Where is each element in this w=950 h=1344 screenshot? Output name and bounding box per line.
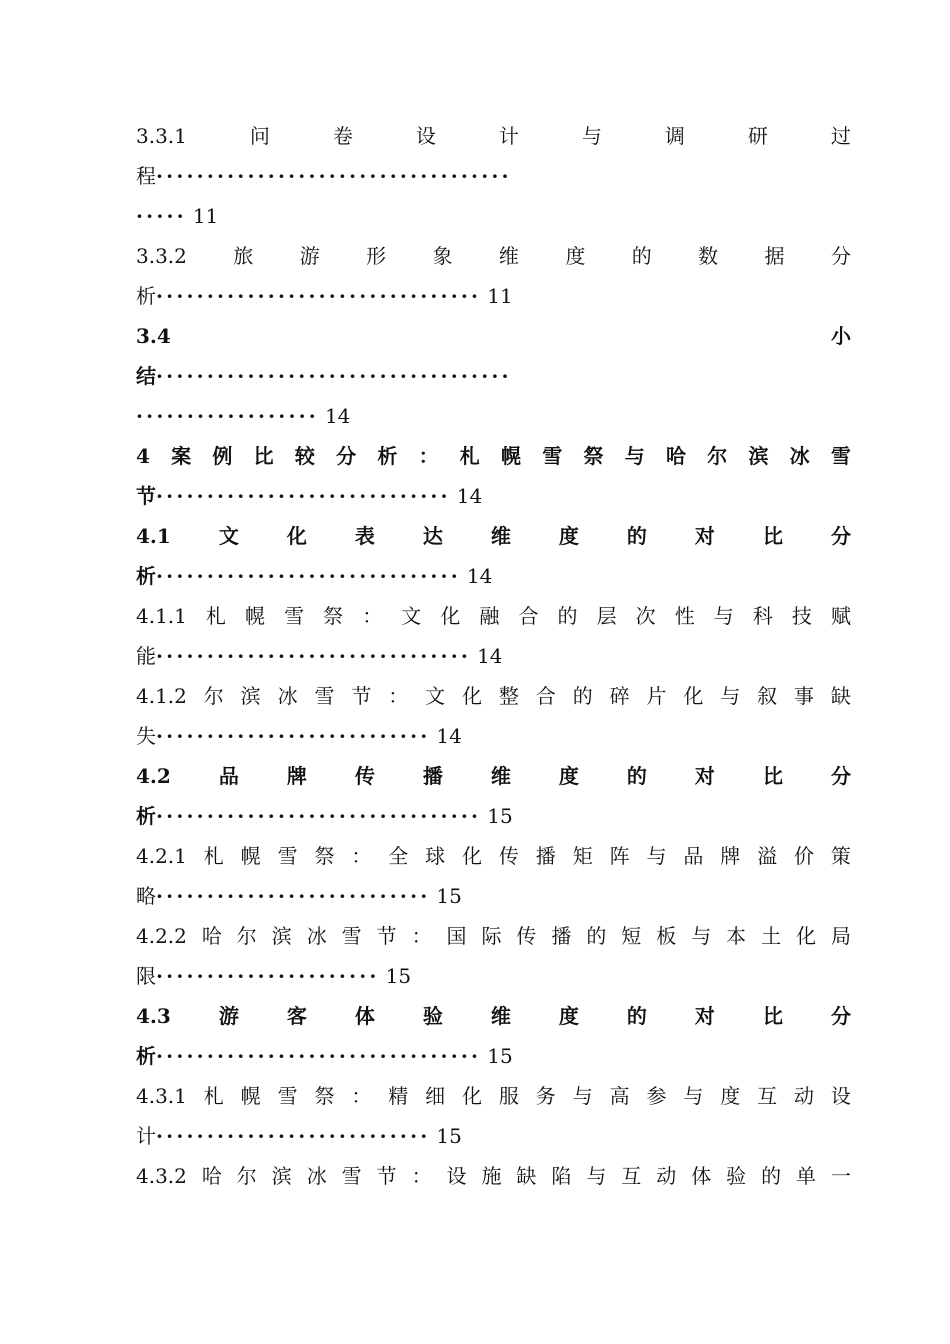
heading-char: 矩 — [572, 844, 593, 868]
heading-char: 哈 — [201, 1164, 222, 1188]
toc-leader-line — [136, 1036, 851, 1076]
heading-char: 例 — [212, 444, 233, 468]
heading-char: 播 — [551, 924, 572, 948]
toc-heading-line — [136, 1156, 851, 1196]
heading-char: 达 — [422, 524, 443, 548]
toc-leader-line — [136, 356, 851, 396]
heading-char: 分 — [830, 764, 851, 788]
heading-char: 滨 — [748, 444, 769, 468]
heading-char: 合 — [535, 684, 556, 708]
toc-entry[interactable] — [136, 756, 851, 836]
heading-char: 设 — [415, 124, 436, 148]
heading-char: 度 — [558, 1004, 579, 1028]
heading-char: 冰 — [306, 924, 327, 948]
heading-char: 高 — [609, 1084, 630, 1108]
toc-heading-line — [136, 996, 851, 1036]
heading-tail: 结 — [136, 364, 156, 388]
toc-entry[interactable] — [136, 436, 851, 516]
heading-char: 缺 — [516, 1164, 537, 1188]
toc-entry[interactable] — [136, 916, 851, 996]
heading-char: 单 — [796, 1164, 817, 1188]
heading-char: 参 — [646, 1084, 667, 1108]
heading-char: 比 — [762, 1004, 783, 1028]
heading-char: 陷 — [551, 1164, 572, 1188]
heading-char: 度 — [565, 244, 586, 268]
toc-entry[interactable] — [136, 516, 851, 596]
heading-char: 的 — [626, 524, 647, 548]
heading-char: 案 — [171, 444, 192, 468]
heading-char: 研 — [747, 124, 768, 148]
heading-char: 计 — [498, 124, 519, 148]
heading-char: 化 — [462, 1084, 483, 1108]
dot-leader: ······················ — [156, 964, 380, 988]
heading-char: 尔 — [707, 444, 728, 468]
heading-char: ： — [351, 1084, 372, 1108]
heading-char: 与 — [581, 124, 602, 148]
section-number: 4.3 — [136, 1004, 171, 1028]
heading-char: 雪 — [314, 684, 335, 708]
heading-char: 化 — [462, 684, 483, 708]
heading-tail: 析 — [136, 284, 156, 308]
heading-char: ： — [411, 1164, 432, 1188]
heading-char: 体 — [354, 1004, 375, 1028]
heading-char: ： — [351, 844, 372, 868]
page-number: 14 — [456, 484, 483, 508]
toc-leader-line — [136, 276, 851, 316]
heading-char: 品 — [683, 844, 704, 868]
heading-char: 问 — [249, 124, 270, 148]
dot-leader: ··································· — [156, 164, 512, 188]
heading-char: 片 — [646, 684, 667, 708]
heading-char: 的 — [761, 1164, 782, 1188]
section-number: 4.1.1 — [136, 604, 187, 628]
heading-char: 阵 — [609, 844, 630, 868]
toc-heading-line — [136, 236, 851, 276]
heading-char: 节 — [376, 1164, 397, 1188]
heading-char: 的 — [631, 244, 652, 268]
heading-char: 雪 — [277, 1084, 298, 1108]
toc-leader-line — [136, 796, 851, 836]
page-number: 14 — [324, 404, 351, 428]
heading-char: 体 — [691, 1164, 712, 1188]
toc-leader-line — [136, 156, 851, 196]
heading-char: 文 — [218, 524, 239, 548]
heading-char: 设 — [446, 1164, 467, 1188]
heading-char: 施 — [481, 1164, 502, 1188]
heading-char: 化 — [440, 604, 461, 628]
section-number: 3.4 — [136, 324, 171, 348]
section-number: 4.1.2 — [136, 684, 187, 708]
heading-char: 整 — [498, 684, 519, 708]
heading-char: 牌 — [720, 844, 741, 868]
heading-char: 局 — [831, 924, 851, 948]
toc-entry[interactable] — [136, 116, 851, 236]
heading-char: 小 — [831, 324, 851, 348]
toc-leader-line — [136, 476, 851, 516]
page-number: 15 — [487, 1044, 513, 1068]
dot-leader: ··························· — [156, 884, 431, 908]
heading-char: 动 — [794, 1084, 815, 1108]
heading-char: 雪 — [284, 604, 305, 628]
heading-char: 旅 — [233, 244, 254, 268]
heading-char: 幌 — [240, 844, 261, 868]
toc-heading-line — [136, 436, 851, 476]
heading-char: 滨 — [240, 684, 261, 708]
heading-char: 雪 — [830, 444, 851, 468]
heading-char: 分 — [830, 524, 851, 548]
heading-char: 与 — [691, 924, 712, 948]
heading-char: 验 — [726, 1164, 747, 1188]
dot-leader: ··························· — [156, 724, 431, 748]
toc-leader-line — [136, 556, 851, 596]
heading-char: 雪 — [341, 924, 362, 948]
heading-char: 土 — [761, 924, 782, 948]
toc-entry[interactable] — [136, 596, 851, 676]
heading-char: 设 — [830, 1084, 851, 1108]
dot-leader: ·················· — [136, 404, 319, 428]
heading-char: 碎 — [609, 684, 630, 708]
page-number: 14 — [436, 724, 462, 748]
heading-char: 一 — [831, 1164, 851, 1188]
heading-char: 比 — [253, 444, 274, 468]
heading-char: 哈 — [665, 444, 686, 468]
heading-char: 文 — [401, 604, 422, 628]
heading-char: 祭 — [583, 444, 604, 468]
heading-char: 分 — [830, 244, 851, 268]
heading-char: 精 — [388, 1084, 409, 1108]
toc-leader-line — [136, 396, 851, 436]
heading-char: 对 — [694, 524, 715, 548]
heading-char: 象 — [432, 244, 453, 268]
heading-char: 哈 — [201, 924, 222, 948]
heading-char: ： — [388, 684, 409, 708]
heading-char: ： — [411, 924, 432, 948]
heading-char: 技 — [791, 604, 812, 628]
heading-char: 化 — [796, 924, 817, 948]
heading-char: 度 — [558, 764, 579, 788]
heading-char: 祭 — [323, 604, 344, 628]
heading-char: 据 — [764, 244, 785, 268]
heading-char: 赋 — [830, 604, 851, 628]
heading-char: 溢 — [757, 844, 778, 868]
heading-char: 札 — [203, 844, 224, 868]
heading-char: 对 — [694, 1004, 715, 1028]
heading-char: 化 — [462, 844, 483, 868]
heading-char: 较 — [294, 444, 315, 468]
heading-char: 与 — [646, 844, 667, 868]
heading-char: 播 — [535, 844, 556, 868]
heading-char: 滨 — [271, 1164, 292, 1188]
heading-char: 与 — [624, 444, 645, 468]
page-number: 15 — [487, 804, 513, 828]
heading-char: 性 — [674, 604, 695, 628]
heading-char: 动 — [656, 1164, 677, 1188]
toc-leader-line — [136, 716, 851, 756]
heading-char: 牌 — [286, 764, 307, 788]
heading-char: 滨 — [271, 924, 292, 948]
heading-char: 冰 — [306, 1164, 327, 1188]
heading-char: 短 — [621, 924, 642, 948]
toc-leader-line — [136, 1116, 851, 1156]
heading-char: 游 — [299, 244, 320, 268]
heading-char: 比 — [762, 764, 783, 788]
heading-tail: 析 — [136, 564, 156, 588]
heading-char: 节 — [376, 924, 397, 948]
heading-char: 文 — [425, 684, 446, 708]
heading-char: 维 — [490, 1004, 511, 1028]
page-number: 15 — [385, 964, 412, 988]
dot-leader: ··························· — [156, 1124, 431, 1148]
heading-char: 析 — [377, 444, 398, 468]
dot-leader: ································ — [156, 1044, 482, 1068]
toc-heading-line — [136, 916, 851, 956]
dot-leader: ······························· — [156, 644, 472, 668]
toc-heading-line — [136, 836, 851, 876]
heading-char: 幌 — [501, 444, 522, 468]
heading-char: 尔 — [203, 684, 224, 708]
section-number: 4.1 — [136, 524, 171, 548]
page-number: 11 — [487, 284, 513, 308]
heading-char: 化 — [286, 524, 307, 548]
heading-char: 的 — [626, 1004, 647, 1028]
toc-heading-line — [136, 1076, 851, 1116]
heading-char: 节 — [351, 684, 372, 708]
heading-char: 传 — [498, 844, 519, 868]
heading-char: 幌 — [240, 1084, 261, 1108]
toc-leader-line — [136, 956, 851, 996]
heading-char: 冰 — [789, 444, 810, 468]
heading-char: 雪 — [542, 444, 563, 468]
toc-leader-line — [136, 196, 851, 236]
heading-char: 务 — [535, 1084, 556, 1108]
heading-char: 的 — [557, 604, 578, 628]
section-number: 4.3.1 — [136, 1084, 187, 1108]
heading-tail: 失 — [136, 724, 156, 748]
toc-entry[interactable] — [136, 1076, 851, 1156]
heading-char: 客 — [286, 1004, 307, 1028]
toc-heading-line — [136, 316, 851, 356]
dot-leader: ··································· — [156, 364, 512, 388]
dot-leader: ································ — [156, 804, 482, 828]
heading-char: 度 — [720, 1084, 741, 1108]
heading-char: 价 — [794, 844, 815, 868]
section-number: 4.3.2 — [136, 1164, 187, 1188]
heading-char: 的 — [572, 684, 593, 708]
heading-char: 与 — [572, 1084, 593, 1108]
toc-entry[interactable] — [136, 996, 851, 1076]
heading-char: 与 — [586, 1164, 607, 1188]
toc-entry[interactable] — [136, 1156, 851, 1196]
heading-char: 形 — [366, 244, 387, 268]
heading-char: 互 — [757, 1084, 778, 1108]
dot-leader: ······························ — [156, 564, 461, 588]
heading-char: 札 — [203, 1084, 224, 1108]
heading-char: 传 — [354, 764, 375, 788]
heading-char: 尔 — [236, 1164, 257, 1188]
toc-entry[interactable] — [136, 836, 851, 916]
heading-char: 融 — [479, 604, 500, 628]
heading-char: 调 — [664, 124, 685, 148]
page-number: 15 — [436, 884, 462, 908]
section-number: 4.2.1 — [136, 844, 187, 868]
heading-char: 尔 — [236, 924, 257, 948]
heading-char: ： — [418, 444, 439, 468]
heading-char: 幌 — [245, 604, 266, 628]
section-number: 4 — [136, 444, 150, 468]
heading-tail: 计 — [136, 1124, 156, 1148]
heading-char: 雪 — [277, 844, 298, 868]
heading-char: 际 — [481, 924, 502, 948]
heading-char: 札 — [205, 604, 226, 628]
heading-char: ： — [362, 604, 383, 628]
heading-char: 缺 — [830, 684, 851, 708]
heading-tail: 略 — [136, 884, 156, 908]
table-of-contents — [136, 116, 851, 1196]
heading-char: 播 — [422, 764, 443, 788]
heading-char: 细 — [425, 1084, 446, 1108]
heading-char: 验 — [422, 1004, 443, 1028]
heading-tail: 程 — [136, 164, 156, 188]
heading-char: 本 — [726, 924, 747, 948]
heading-char: 维 — [490, 524, 511, 548]
heading-char: 分 — [336, 444, 357, 468]
heading-char: 分 — [830, 1004, 851, 1028]
page-number: 11 — [192, 204, 219, 228]
heading-char: 化 — [683, 684, 704, 708]
heading-char: 维 — [490, 764, 511, 788]
heading-char: 游 — [218, 1004, 239, 1028]
dot-leader: ····· — [136, 204, 187, 228]
heading-char: 与 — [720, 684, 741, 708]
heading-char: 合 — [518, 604, 539, 628]
section-number: 3.3.1 — [136, 124, 187, 148]
toc-heading-line — [136, 676, 851, 716]
heading-char: 次 — [635, 604, 656, 628]
heading-char: 板 — [656, 924, 677, 948]
heading-char: 互 — [621, 1164, 642, 1188]
toc-heading-line — [136, 596, 851, 636]
heading-char: 比 — [762, 524, 783, 548]
toc-heading-line — [136, 516, 851, 556]
toc-heading-line — [136, 116, 851, 156]
heading-char: 对 — [694, 764, 715, 788]
heading-char: 传 — [516, 924, 537, 948]
toc-entry[interactable] — [136, 676, 851, 756]
heading-tail: 节 — [136, 484, 156, 508]
heading-char: 祭 — [314, 1084, 335, 1108]
page-number: 14 — [466, 564, 493, 588]
dot-leader: ····························· — [156, 484, 451, 508]
heading-char: 科 — [752, 604, 773, 628]
heading-char: 数 — [698, 244, 719, 268]
section-number: 3.3.2 — [136, 244, 187, 268]
toc-heading-line — [136, 756, 851, 796]
heading-char: 策 — [830, 844, 851, 868]
heading-char: 全 — [388, 844, 409, 868]
heading-char: 雪 — [341, 1164, 362, 1188]
heading-char: 卷 — [332, 124, 353, 148]
heading-char: 与 — [683, 1084, 704, 1108]
heading-char: 的 — [586, 924, 607, 948]
toc-entry[interactable] — [136, 236, 851, 316]
heading-char: 札 — [459, 444, 480, 468]
heading-char: 度 — [558, 524, 579, 548]
toc-leader-line — [136, 636, 851, 676]
heading-char: 的 — [626, 764, 647, 788]
heading-tail: 限 — [136, 964, 156, 988]
heading-tail: 能 — [136, 644, 156, 668]
heading-char: 与 — [713, 604, 734, 628]
heading-char: 表 — [354, 524, 375, 548]
heading-char: 叙 — [757, 684, 778, 708]
heading-char: 品 — [218, 764, 239, 788]
heading-char: 服 — [498, 1084, 519, 1108]
section-number: 4.2 — [136, 764, 171, 788]
heading-char: 祭 — [314, 844, 335, 868]
heading-char: 事 — [794, 684, 815, 708]
heading-tail: 析 — [136, 1044, 156, 1068]
heading-char: 层 — [596, 604, 617, 628]
page-number: 14 — [477, 644, 503, 668]
dot-leader: ································ — [156, 284, 482, 308]
section-number: 4.2.2 — [136, 924, 187, 948]
heading-char: 国 — [446, 924, 467, 948]
heading-char: 维 — [498, 244, 519, 268]
heading-char: 球 — [425, 844, 446, 868]
toc-leader-line — [136, 876, 851, 916]
heading-tail: 析 — [136, 804, 156, 828]
toc-entry[interactable] — [136, 316, 851, 436]
heading-char: 冰 — [277, 684, 298, 708]
page-number: 15 — [436, 1124, 462, 1148]
heading-char: 过 — [830, 124, 851, 148]
